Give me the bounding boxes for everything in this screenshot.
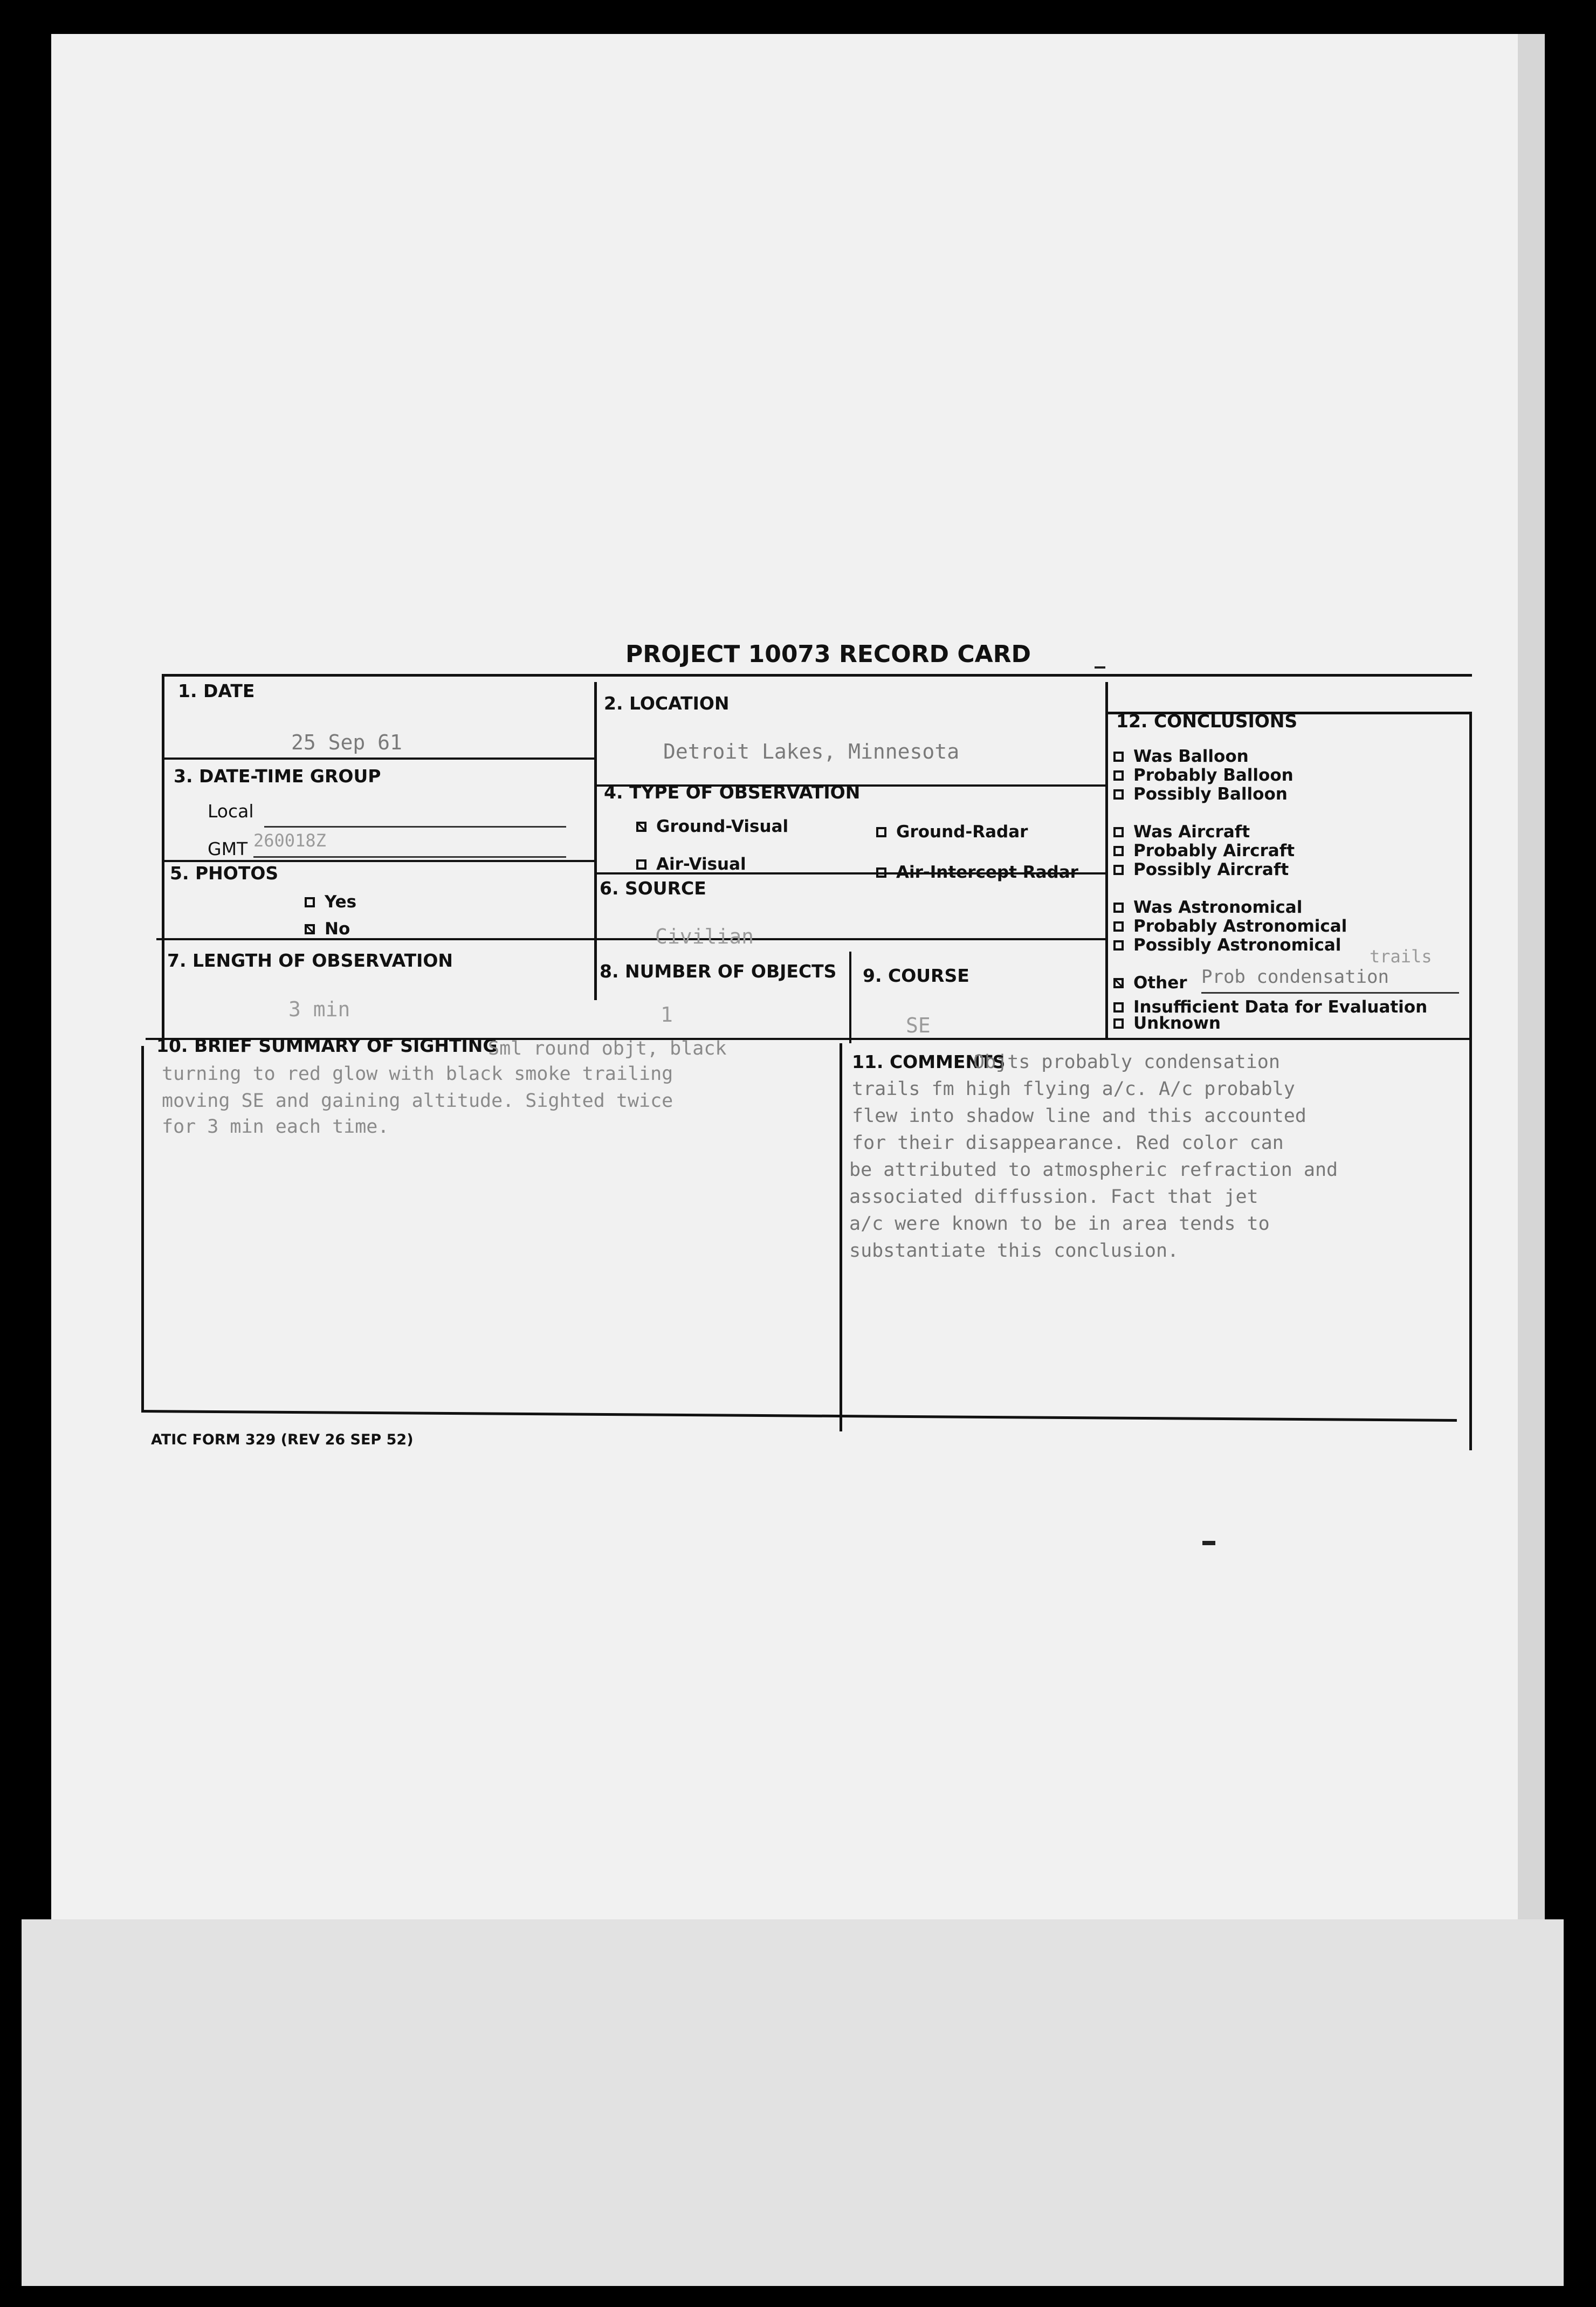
conclusion-insufficient-data[interactable]: Insufficient Data for Evaluation (1113, 997, 1427, 1017)
page-edge-shadow (1518, 34, 1545, 1964)
checkbox-icon (1113, 1002, 1124, 1013)
option-photos-yes[interactable]: Yes (305, 892, 356, 912)
divider-summary-comments (840, 1043, 842, 1431)
conclusion-probably-balloon[interactable]: Probably Balloon (1113, 766, 1294, 785)
checkbox-icon (1113, 789, 1124, 800)
comment-line: be attributed to atmospheric refraction and (849, 1159, 1338, 1181)
checkbox-icon (1113, 827, 1124, 837)
conclusion-possibly-aircraft[interactable]: Possibly Aircraft (1113, 860, 1289, 879)
conclusion-was-balloon[interactable]: Was Balloon (1113, 747, 1249, 766)
length-value: 3 min (288, 997, 350, 1021)
option-air-intercept-radar[interactable]: Air-Intercept Radar (876, 863, 1078, 882)
stray-mark (1202, 1541, 1215, 1545)
checkbox-icon (1113, 846, 1124, 856)
dtg-gmt-line (253, 856, 566, 858)
type-obs-label: 4. TYPE OF OBSERVATION (604, 782, 861, 803)
source-value: Civilian (655, 925, 754, 948)
location-label: 2. LOCATION (604, 693, 730, 714)
form-id: ATIC FORM 329 (REV 26 SEP 52) (151, 1431, 414, 1448)
checkbox-checked-icon (1113, 978, 1124, 988)
conclusion-was-aircraft[interactable]: Was Aircraft (1113, 822, 1250, 842)
photos-label: 5. PHOTOS (170, 863, 279, 884)
divider-col-3 (1105, 682, 1108, 1038)
source-label: 6. SOURCE (600, 878, 706, 899)
comment-line: for their disappearance. Red color can (852, 1132, 1284, 1154)
checkbox-icon (1113, 770, 1124, 781)
card-border-left-upper (162, 674, 164, 1051)
card-border-left-lower (141, 1046, 144, 1413)
summary-line: Sml round objt, black (488, 1038, 727, 1059)
conclusion-possibly-astronomical[interactable]: Possibly Astronomical (1113, 935, 1341, 955)
option-air-visual[interactable]: Air-Visual (636, 855, 746, 874)
course-value: SE (906, 1014, 931, 1037)
comment-line: flew into shadow line and this accounted (852, 1105, 1306, 1127)
dtg-label: 3. DATE-TIME GROUP (174, 766, 381, 787)
card-border-top (162, 674, 1472, 677)
checkbox-checked-icon (305, 924, 315, 934)
conclusion-was-astronomical[interactable]: Was Astronomical (1113, 898, 1302, 917)
summary-line: for 3 min each time. (162, 1116, 389, 1138)
option-photos-no[interactable]: No (305, 919, 350, 939)
row-divider-2a (162, 860, 596, 862)
card-title: PROJECT 10073 RECORD CARD (625, 641, 1031, 668)
checkbox-icon (876, 867, 886, 878)
summary-line: turning to red glow with black smoke trailing (162, 1063, 673, 1085)
comment-line: associated diffussion. Fact that jet (849, 1186, 1258, 1208)
conclusions-label: 12. CONCLUSIONS (1116, 711, 1298, 732)
checkbox-icon (636, 859, 646, 870)
checkbox-icon (876, 827, 886, 837)
row-divider-1a (162, 757, 596, 760)
checkbox-icon (1113, 921, 1124, 932)
divider-col-2 (594, 682, 597, 1000)
option-ground-visual[interactable]: Ground-Visual (636, 817, 788, 836)
num-objects-value: 1 (661, 1003, 673, 1027)
date-label: 1. DATE (178, 680, 255, 701)
checkbox-icon (1113, 1018, 1124, 1029)
conclusion-unknown[interactable]: Unknown (1113, 1014, 1221, 1033)
conclusion-other-value-2: trails (1370, 946, 1432, 967)
card-border-right (1469, 712, 1472, 1450)
comments-label: 11. COMMENTS (852, 1051, 1006, 1072)
location-value: Detroit Lakes, Minnesota (663, 740, 960, 763)
length-label: 7. LENGTH OF OBSERVATION (167, 950, 453, 971)
summary-line: moving SE and gaining altitude. Sighted twice (162, 1090, 673, 1112)
checkbox-checked-icon (636, 822, 646, 832)
conclusion-other-value: Prob condensation (1201, 966, 1389, 988)
course-label: 9. COURSE (863, 965, 969, 986)
summary-label: 10. BRIEF SUMMARY OF SIGHTING (156, 1035, 498, 1056)
page-lower-sheet (22, 1919, 1564, 2286)
checkbox-icon (1113, 865, 1124, 875)
document-page (51, 34, 1539, 1959)
option-ground-radar[interactable]: Ground-Radar (876, 822, 1028, 842)
dtg-local-label: Local (208, 801, 254, 822)
stray-mark (1095, 666, 1105, 669)
row-divider-3 (156, 938, 1105, 940)
comment-line: trails fm high flying a/c. A/c probably (852, 1078, 1295, 1100)
checkbox-icon (1113, 752, 1124, 762)
checkbox-icon (305, 897, 315, 907)
conclusion-other[interactable]: Other (1113, 973, 1187, 993)
divider-course (849, 952, 851, 1043)
dtg-gmt-value: 260018Z (253, 830, 326, 851)
checkbox-icon (1113, 903, 1124, 913)
comment-line: substantiate this conclusion. (849, 1240, 1179, 1262)
conclusion-probably-astronomical[interactable]: Probably Astronomical (1113, 917, 1347, 936)
conclusion-probably-aircraft[interactable]: Probably Aircraft (1113, 841, 1295, 860)
checkbox-icon (1113, 940, 1124, 951)
num-objects-label: 8. NUMBER OF OBJECTS (600, 961, 837, 982)
conclusion-possibly-balloon[interactable]: Possibly Balloon (1113, 784, 1288, 804)
comment-line: Objts probably condensation (973, 1051, 1280, 1073)
dtg-local-line (264, 826, 566, 828)
comment-line: a/c were known to be in area tends to (849, 1213, 1270, 1235)
dtg-gmt-label: GMT (208, 838, 248, 859)
date-value: 25 Sep 61 (291, 731, 402, 754)
conclusion-other-line (1201, 992, 1459, 994)
